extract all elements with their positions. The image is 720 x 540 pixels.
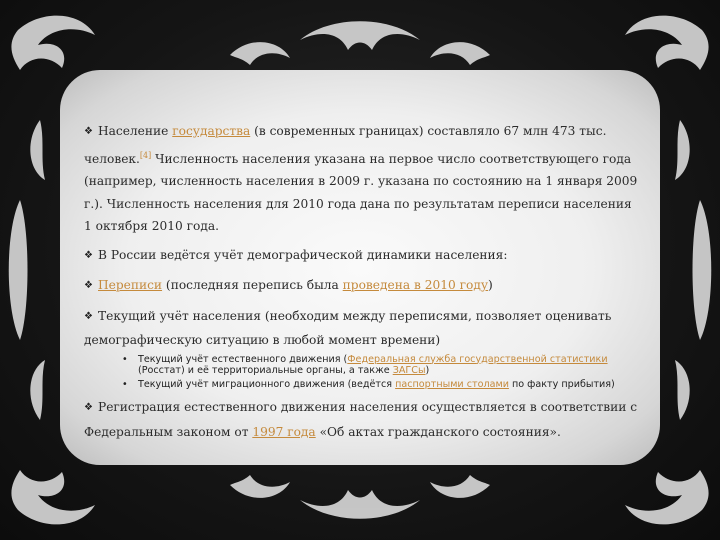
paragraph-demographic-accounting — [84, 244, 639, 269]
text-segment: Текущий учёт естественного движения ( — [138, 353, 348, 365]
text-segment: (в современных границах) составляло 67 млн 473 тыс. человек. — [84, 124, 607, 166]
paragraph-current-accounting — [84, 305, 639, 352]
text-segment: ) — [488, 278, 493, 293]
link-passport-offices[interactable]: паспортными столами — [395, 378, 509, 390]
paragraph-censuses — [84, 274, 639, 299]
text-segment: Регистрация естественного движения населения осуществляется в соответствии с Федеральным законом от — [84, 400, 638, 439]
sub-item-text — [138, 354, 639, 377]
dot-bullet-icon: • — [122, 378, 128, 390]
link-1997[interactable]: 1997 года — [252, 424, 316, 439]
text-segment: (последняя перепись была — [162, 278, 343, 293]
slide-content — [84, 120, 639, 449]
sub-item-text — [138, 379, 639, 391]
diamond-bullet-icon: ❖ — [84, 126, 93, 137]
sub-list — [122, 354, 639, 391]
diamond-bullet-icon: ❖ — [84, 249, 93, 261]
dot-bullet-icon: • — [122, 353, 128, 365]
text-segment: по факту прибытия) — [508, 378, 615, 390]
paragraph-registration — [84, 396, 639, 443]
link-rosstat[interactable]: Федеральная служба государственной статистики — [347, 353, 608, 365]
text-segment: Население — [98, 124, 173, 138]
link-zags[interactable]: ЗАГСы — [392, 365, 426, 377]
text-segment: Текущий учёт населения (необходим между переписями, позволяет оценивать демографическую ситуацию в любой момент времени) — [84, 308, 612, 348]
text-segment: ) — [425, 365, 430, 377]
text-segment: (Росстат) и её территориальные органы, а также — [138, 365, 393, 377]
diamond-bullet-icon: ❖ — [84, 402, 93, 414]
diamond-bullet-icon: ❖ — [84, 280, 93, 292]
text-segment: Численность населения указана на первое число соответствующего года (например, численность населения в 2009 г. указана по состоянию на 1 января 2009 г.). Численность населения для 2010 года дана по результатам переписи населения 1 октября 2010 года. — [84, 151, 638, 234]
text-segment: В России ведётся учёт демографической динамики населения: — [98, 247, 508, 262]
paragraph-population — [84, 120, 639, 238]
text-segment: «Об актах гражданского состояния». — [315, 424, 561, 439]
reference-link[interactable]: [4] — [139, 150, 152, 160]
diamond-bullet-icon: ❖ — [84, 310, 93, 322]
link-censuses[interactable]: Переписи — [98, 278, 163, 293]
link-census-2010[interactable]: проведена в 2010 году — [342, 278, 489, 293]
text-segment: Текущий учёт миграционного движения (ведётся — [138, 378, 396, 390]
link-state[interactable]: государства — [172, 124, 251, 138]
sub-list-item — [122, 379, 639, 391]
sub-list-item — [122, 354, 639, 377]
